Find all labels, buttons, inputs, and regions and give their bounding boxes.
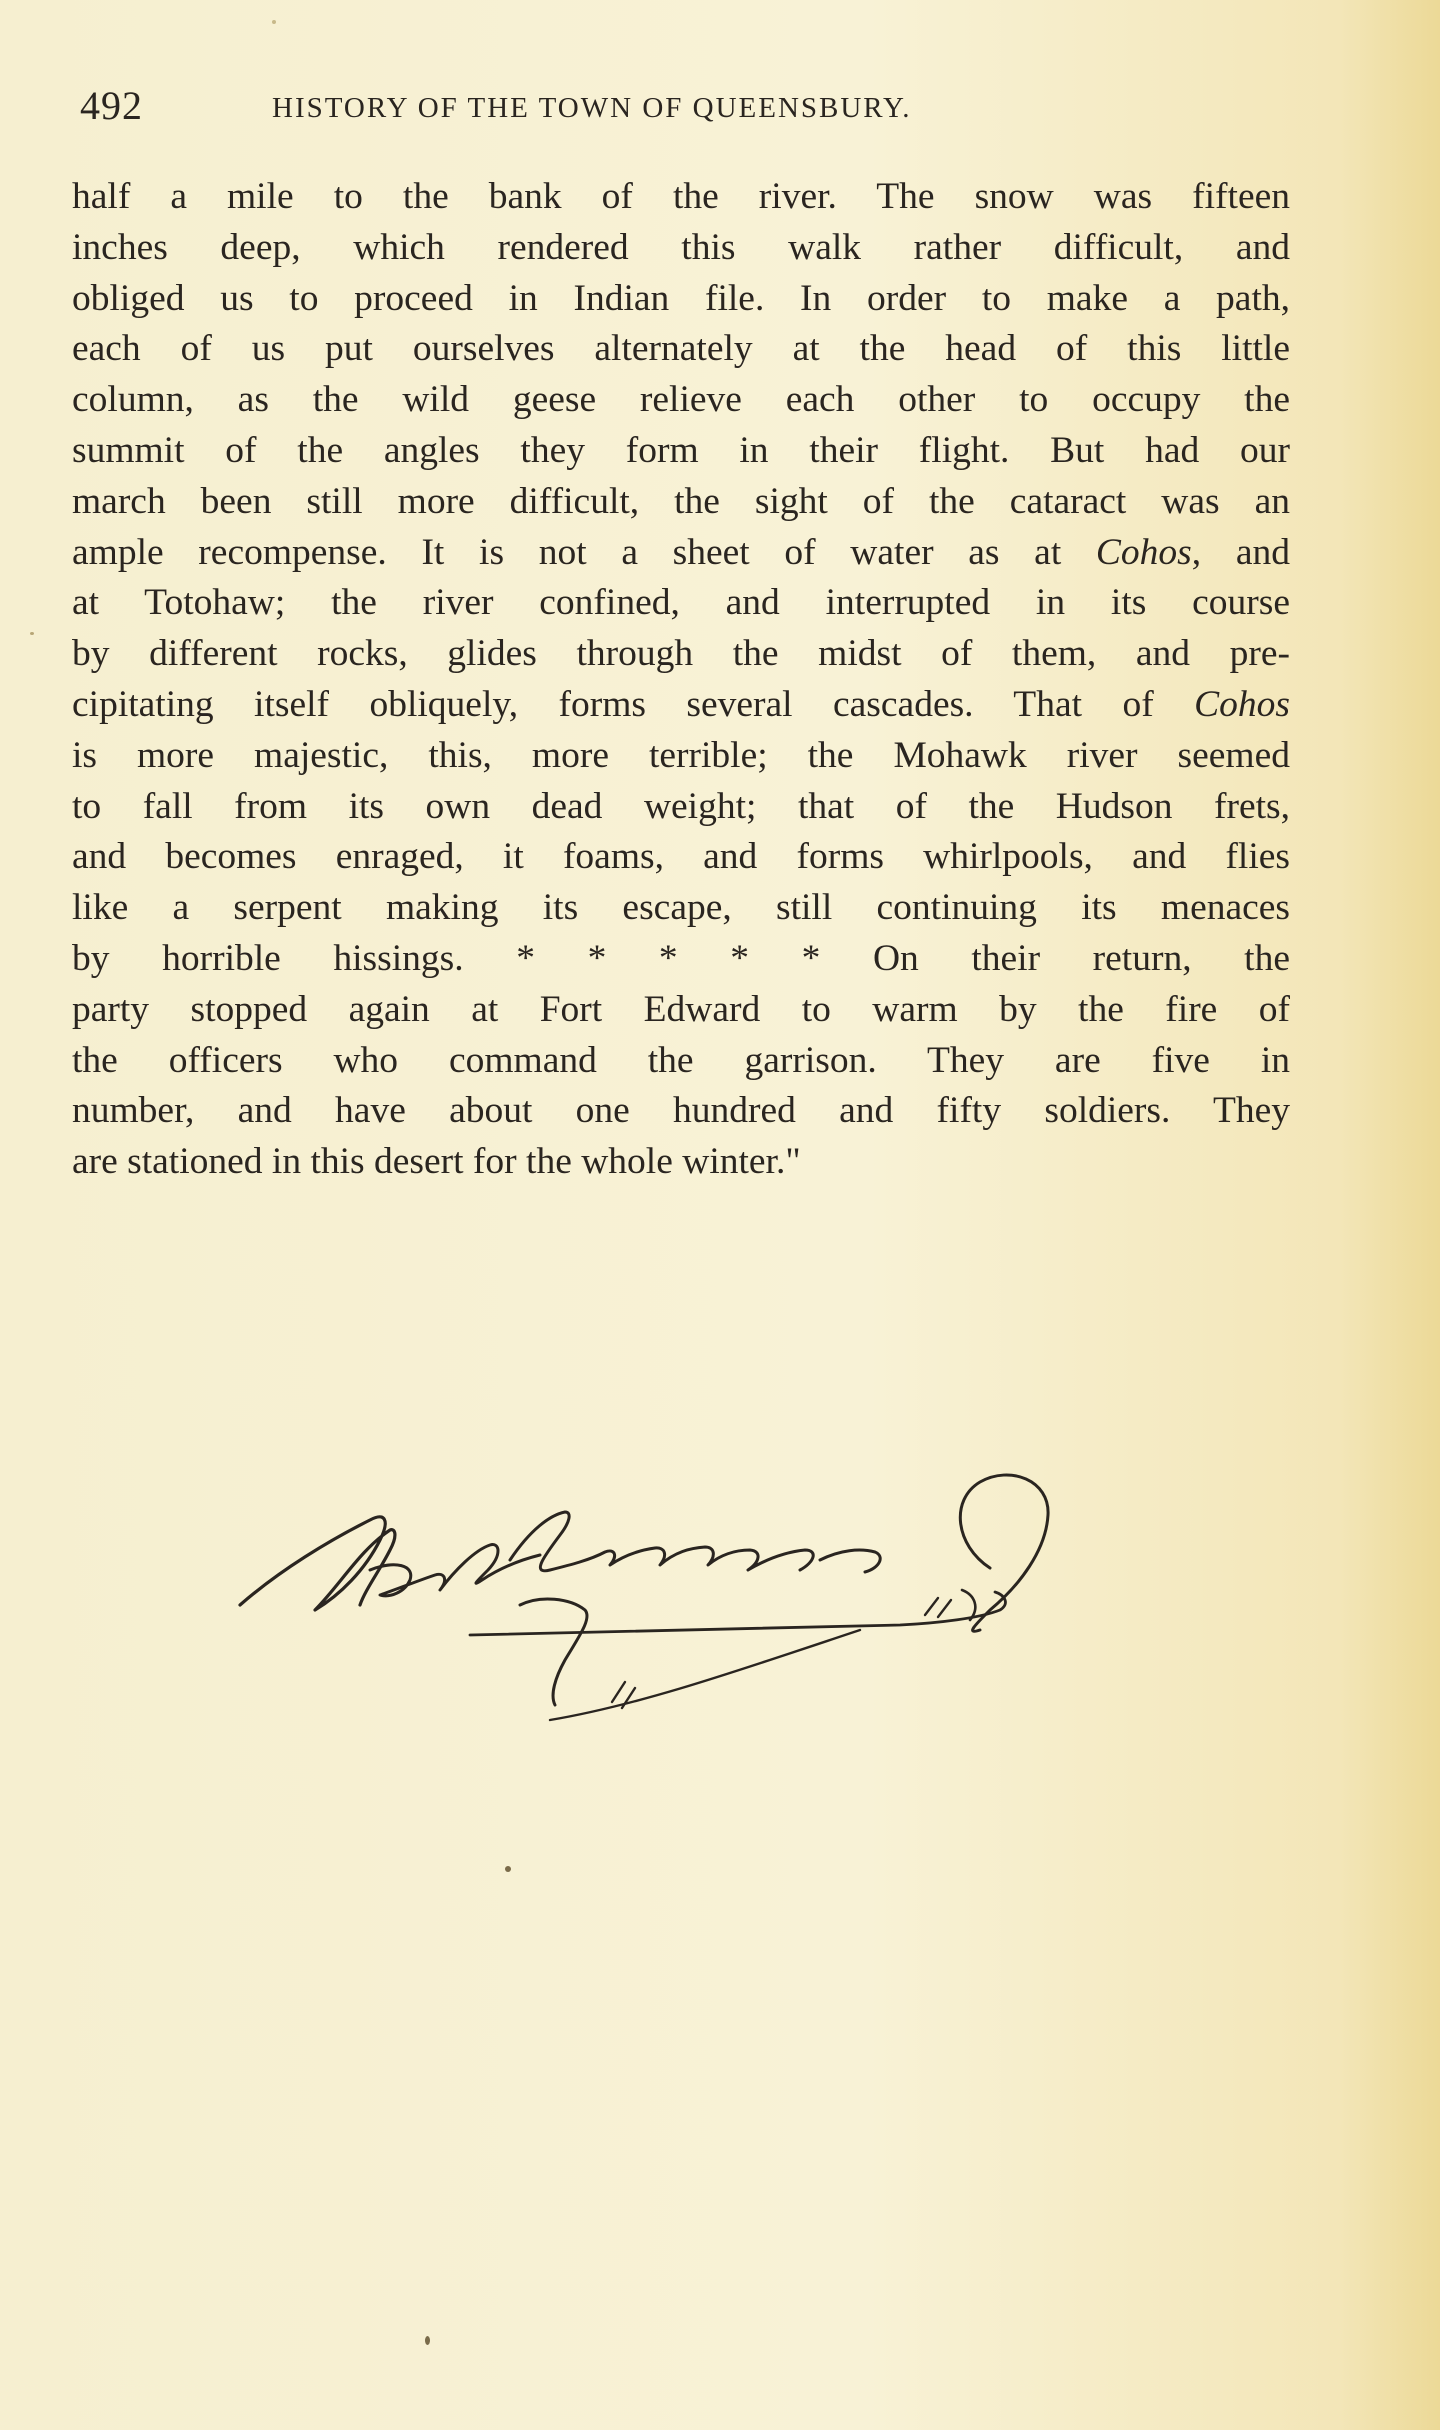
text-line: by horrible hissings. * * * * * On their return, the (72, 937, 1290, 979)
ink-speck (30, 632, 34, 635)
text-line: column, as the wild geese relieve each other to occupy the (72, 379, 1290, 421)
text-line: by different rocks, glides through the midst of them, and pre- (72, 633, 1290, 675)
text-line: number, and have about one hundred and fifty soldiers. They (72, 1090, 1290, 1132)
text-line: each of us put ourselves alternately at the head of this little (72, 328, 1290, 370)
text-line: party stopped again at Fort Edward to warm by the fire of (72, 988, 1290, 1030)
text-line: at Totohaw; the river confined, and interrupted in its course (72, 582, 1290, 624)
italic-place-name: Cohos (1095, 531, 1192, 573)
handwritten-signature (220, 1420, 1120, 1750)
text-line: obliged us to proceed in Indian file. In order to make a path, (72, 277, 1290, 319)
running-head (80, 82, 1090, 142)
text-line: is more majestic, this, more terrible; the Mohawk river seemed (72, 734, 1290, 776)
text-line: the officers who command the garrison. They are five in (72, 1039, 1290, 1081)
body-text (72, 172, 1290, 1188)
ink-speck (272, 20, 276, 24)
text-line: summit of the angles they form in their flight. But had our (72, 429, 1290, 471)
text-line: march been still more difficult, the sight of the cataract was an (72, 480, 1290, 522)
text-line: and becomes enraged, it foams, and forms whirlpools, and flies (72, 836, 1290, 878)
text-line: like a serpent making its escape, still continuing its menaces (72, 887, 1290, 929)
running-title: HISTORY OF THE TOWN OF QUEENSBURY. (272, 92, 912, 124)
page-number: 492 (80, 83, 143, 128)
italic-place-name: Cohos (1194, 683, 1290, 725)
ink-speck (505, 1866, 511, 1872)
text-line: are stationed in this desert for the whole winter." (72, 1141, 801, 1183)
text-line: cipitating itself obliquely, forms several cascades. That of Cohos (72, 683, 1290, 725)
text-line: half a mile to the bank of the river. The snow was fifteen (72, 176, 1290, 217)
text-line: ample recompense. It is not a sheet of water as at Cohos, and (72, 531, 1290, 573)
text-line: inches deep, which rendered this walk rather difficult, and (72, 226, 1290, 268)
text-line: to fall from its own dead weight; that of the Hudson frets, (72, 785, 1290, 827)
ink-speck (425, 2336, 430, 2345)
